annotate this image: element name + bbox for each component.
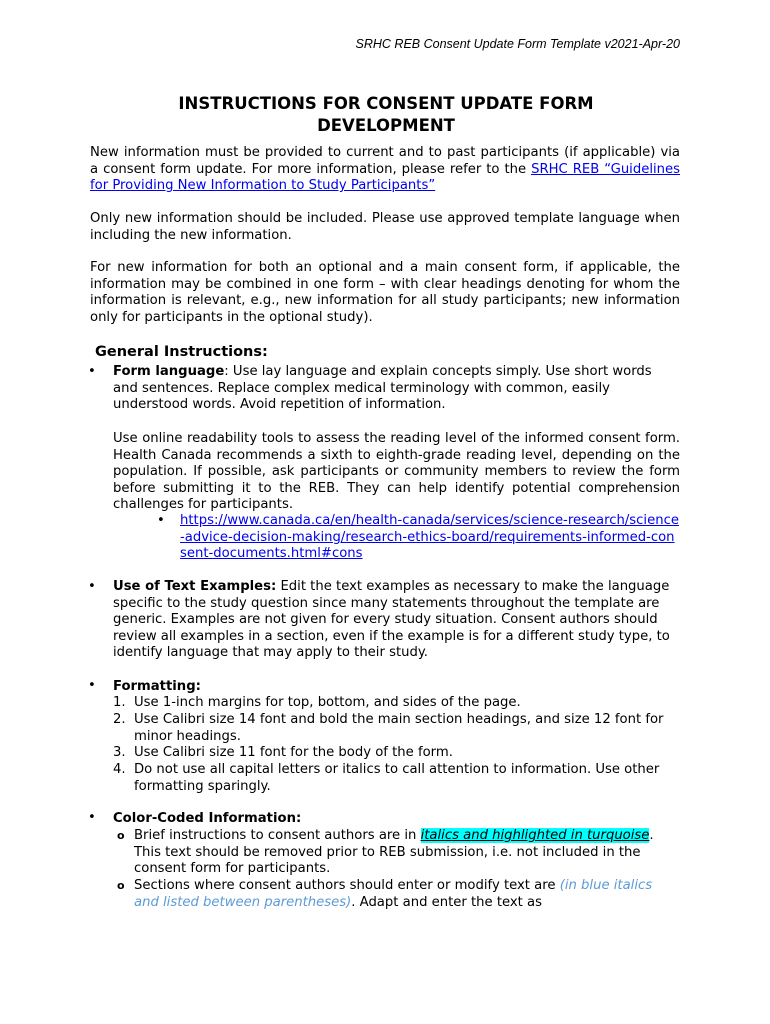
item2-text-a: Sections where consent authors should enter or modify text are	[134, 878, 560, 893]
intro-paragraph-2: Only new information should be included. Please use approved template language when including the new information.	[90, 211, 680, 243]
form-language-item	[113, 364, 680, 414]
color-coded-item-1	[134, 828, 680, 878]
formatting-item-3-num: 3.	[113, 745, 126, 760]
item2-blue-text: (in blue italics and listed between parentheses)	[134, 878, 653, 910]
formatting-item-1: Use 1-inch margins for top, bottom, and sides of the page.	[134, 695, 521, 710]
text-examples-text: Edit the text examples as necessary to make the language specific to the study question since many statements throughout the template are generic. Examples are not given for every study situation. Consent authors should review all examples in a section, even if the example is for a different study type, to identify language that may apply to their study.	[113, 579, 670, 660]
item1-text-a: Brief instructions to consent authors are in	[134, 828, 421, 843]
formatting-item-3: Use Calibri size 11 font for the body of the form.	[134, 745, 453, 760]
intro-paragraph-1	[90, 145, 680, 195]
item1-text-b: . This text should be removed prior to REB submission, i.e. not included in the consent form for participants.	[134, 828, 654, 876]
formatting-item-4: Do not use all capital letters or italics to call attention to information. Use other formatting sparingly.	[134, 762, 660, 794]
page-title	[90, 93, 682, 137]
bullet: •	[88, 364, 96, 379]
text-examples-item	[113, 579, 680, 662]
o-bullet: o	[117, 879, 125, 892]
form-language-text: : Use lay language and explain concepts simply. Use short words and sentences. Replace complex medical terminology with common, easily understood words. Avoid repetition of information.	[113, 364, 652, 412]
title-line-1: INSTRUCTIONS FOR CONSENT UPDATE FORM	[178, 94, 594, 113]
health-canada-link-item	[180, 513, 680, 563]
guidelines-link[interactable]: SRHC REB “Guidelines for Providing New Information to Study Participants”	[90, 161, 681, 193]
item1-highlight: italics and highlighted in turquoise	[420, 828, 650, 843]
intro-text: New information must be provided to current and to past participants (if applicable) via a consent form update. For more information, please refer to the	[90, 145, 680, 177]
sub-bullet: •	[157, 513, 165, 528]
color-coded-item-2	[134, 878, 680, 911]
formatting-item-2-num: 2.	[113, 712, 126, 727]
bullet: •	[88, 678, 96, 693]
title-line-2: DEVELOPMENT	[317, 116, 455, 135]
bullet: •	[88, 810, 96, 825]
health-canada-link[interactable]: https://www.canada.ca/en/health-canada/services/science-research/science-advice-decision-making/research-ethics-board/requirements-informed-consent-documents.html#cons	[180, 513, 679, 561]
formatting-item-4-num: 4.	[113, 762, 126, 777]
readability-paragraph: Use online readability tools to assess the reading level of the informed consent form. Health Canada recommends a sixth to eighth-grade reading level, depending on the population. If possible, ask participants or community members to review the form before submitting it to the REB. They can help identify potential comprehension challenges for participants.	[113, 431, 680, 512]
intro-paragraph-3: For new information for both an optional and a main consent form, if applicable, the information may be combined in one form – with clear headings denoting for whom the information is relevant, e.g., new information for all study participants; new information only for participants in the optional study).	[90, 260, 680, 325]
bullet: •	[88, 579, 96, 594]
page-header: SRHC REB Consent Update Form Template v2021-Apr-20	[355, 37, 680, 51]
form-language-label: Form language	[113, 364, 225, 379]
formatting-item-1-num: 1.	[113, 695, 126, 710]
item2-text-b: . Adapt and enter the text as	[351, 894, 543, 910]
color-coded-label	[113, 811, 680, 828]
formatting-item-2: Use Calibri size 14 font and bold the main section headings, and size 12 font for minor headings.	[134, 712, 664, 744]
formatting-label-text: Formatting:	[113, 679, 201, 694]
formatting-label	[113, 679, 680, 696]
color-coded-label-text: Color-Coded Information:	[113, 811, 302, 826]
text-examples-label: Use of Text Examples:	[113, 579, 277, 594]
o-bullet: o	[117, 829, 125, 842]
general-instructions-heading: General Instructions:	[95, 344, 268, 360]
